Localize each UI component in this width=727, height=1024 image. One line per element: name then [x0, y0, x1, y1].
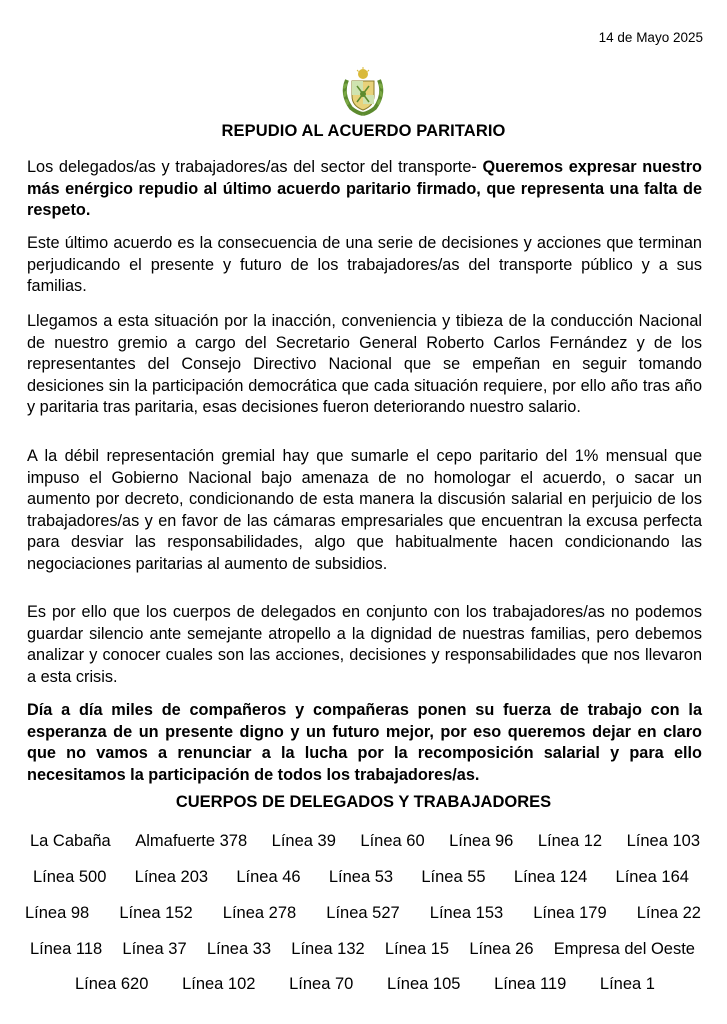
signatory-item: Línea 132 — [291, 940, 365, 958]
signatory-item: Línea 60 — [360, 832, 425, 850]
paragraph-3: Llegamos a esta situación por la inacción, conveniencia y tibieza de la conducción Nacional de nuestro gremio a cargo del Secretario General Roberto Carlos Fernández y de los representantes del Consejo Directivo Nacional que se empeñan en seguir tomando desiciones sin la participación democrática que cada situación requiere, por ello año tras año y paritaria tras paritaria, esas decisiones fueron deteriorando nuestro salario. — [27, 312, 702, 416]
signatory-item: Empresa del Oeste — [553, 940, 695, 958]
signatory-item: Línea 102 — [182, 975, 256, 993]
paragraph-1 — [27, 157, 702, 222]
paragraph-6: Día a día miles de compañeros y compañeras ponen su fuerza de trabajo con la esperanza de un presente digno y un futuro mejor, por eso queremos dejar en claro que no vamos a renunciar a la lucha por la recomposición salarial y para ello necesitamos la participación de todos los trabajadores/as. — [27, 701, 702, 784]
signatory-item: Línea 527 — [326, 904, 400, 922]
signatories-title: CUERPOS DE DELEGADOS Y TRABAJADORES — [175, 793, 552, 811]
signatory-item: Línea 278 — [222, 904, 297, 922]
signatory-item: Línea 203 — [134, 868, 209, 886]
paragraph-1-intro: Los delegados/as y trabajadores/as del sector del transporte- — [27, 158, 483, 176]
signatory-item: Línea 179 — [533, 904, 607, 922]
signatory-item: Línea 15 — [384, 940, 450, 958]
union-seal-logo-icon — [337, 66, 389, 118]
signatory-item: Línea 119 — [494, 975, 567, 993]
paragraph-5: Es por ello que los cuerpos de delegados en conjunto con los trabajadores/as no podemos guardar silencio ante semejante atropello a la dignidad de nuestras familias, pero debemos analizar y conocer cuales son las acciones, decisiones y responsabilidades que nos llevaron a esta crisis. — [27, 603, 702, 686]
paragraph-1-emphasis: Queremos expresar nuestro más enérgico repudio al último acuerdo paritario firmado, que representa una falta de respeto. — [27, 158, 702, 219]
signatory-item: La Cabaña — [30, 832, 111, 850]
signatories-row — [25, 904, 701, 923]
signatory-item: Línea 53 — [328, 868, 394, 886]
signatories-row — [30, 832, 700, 851]
signatories-row — [75, 975, 655, 994]
signatory-item: Línea 46 — [236, 868, 301, 886]
signatory-item: Línea 164 — [615, 868, 689, 886]
signatory-item: Línea 118 — [30, 940, 103, 958]
paragraph-2: Este último acuerdo es la consecuencia de una serie de decisiones y acciones que terminan perjudicando el presente y futuro de los trabajadores/as del transporte público y a sus familias. — [27, 234, 702, 295]
signatory-item: Línea 96 — [449, 832, 514, 850]
signatory-item: Línea 98 — [25, 904, 90, 922]
signatory-item: Línea 39 — [271, 832, 336, 850]
signatory-item: Línea 37 — [122, 940, 187, 958]
signatories-row — [30, 940, 695, 959]
signatory-item: Línea 70 — [289, 975, 354, 993]
signatory-item: Línea 153 — [429, 904, 504, 922]
signatory-item: Línea 124 — [513, 868, 588, 886]
document-title: REPUDIO AL ACUERDO PARITARIO — [221, 122, 506, 140]
signatory-item: Línea 1 — [599, 975, 655, 993]
document-date: 14 de Mayo 2025 — [598, 30, 703, 45]
signatory-item: Línea 105 — [387, 975, 461, 993]
signatory-item: Línea 33 — [206, 940, 272, 958]
signatory-item: Línea 26 — [469, 940, 534, 958]
signatory-item: Línea 152 — [119, 904, 193, 922]
signatories-row — [33, 868, 689, 887]
signatory-item: Almafuerte 378 — [135, 832, 248, 850]
signatory-item: Línea 103 — [626, 832, 700, 850]
signatory-item: Línea 500 — [33, 868, 107, 886]
paragraph-4: A la débil representación gremial hay que sumarle el cepo paritario del 1% mensual que impuso el Gobierno Nacional bajo amenaza de no homologar el acuerdo, o sacar un aumento por decreto, condicionando de esta manera la discusión salarial en perjuicio de los trabajadores/as y en favor de las cámaras empresariales que encuentran la excusa perfecta para desviar las responsabilidades, algo que habitualmente hacen condicionando las negociaciones paritarias al aumento de subsidios. — [27, 447, 702, 573]
signatory-item: Línea 12 — [537, 832, 603, 850]
signatory-item: Línea 55 — [421, 868, 486, 886]
signatory-item: Línea 620 — [75, 975, 149, 993]
signatory-item: Línea 22 — [636, 904, 701, 922]
